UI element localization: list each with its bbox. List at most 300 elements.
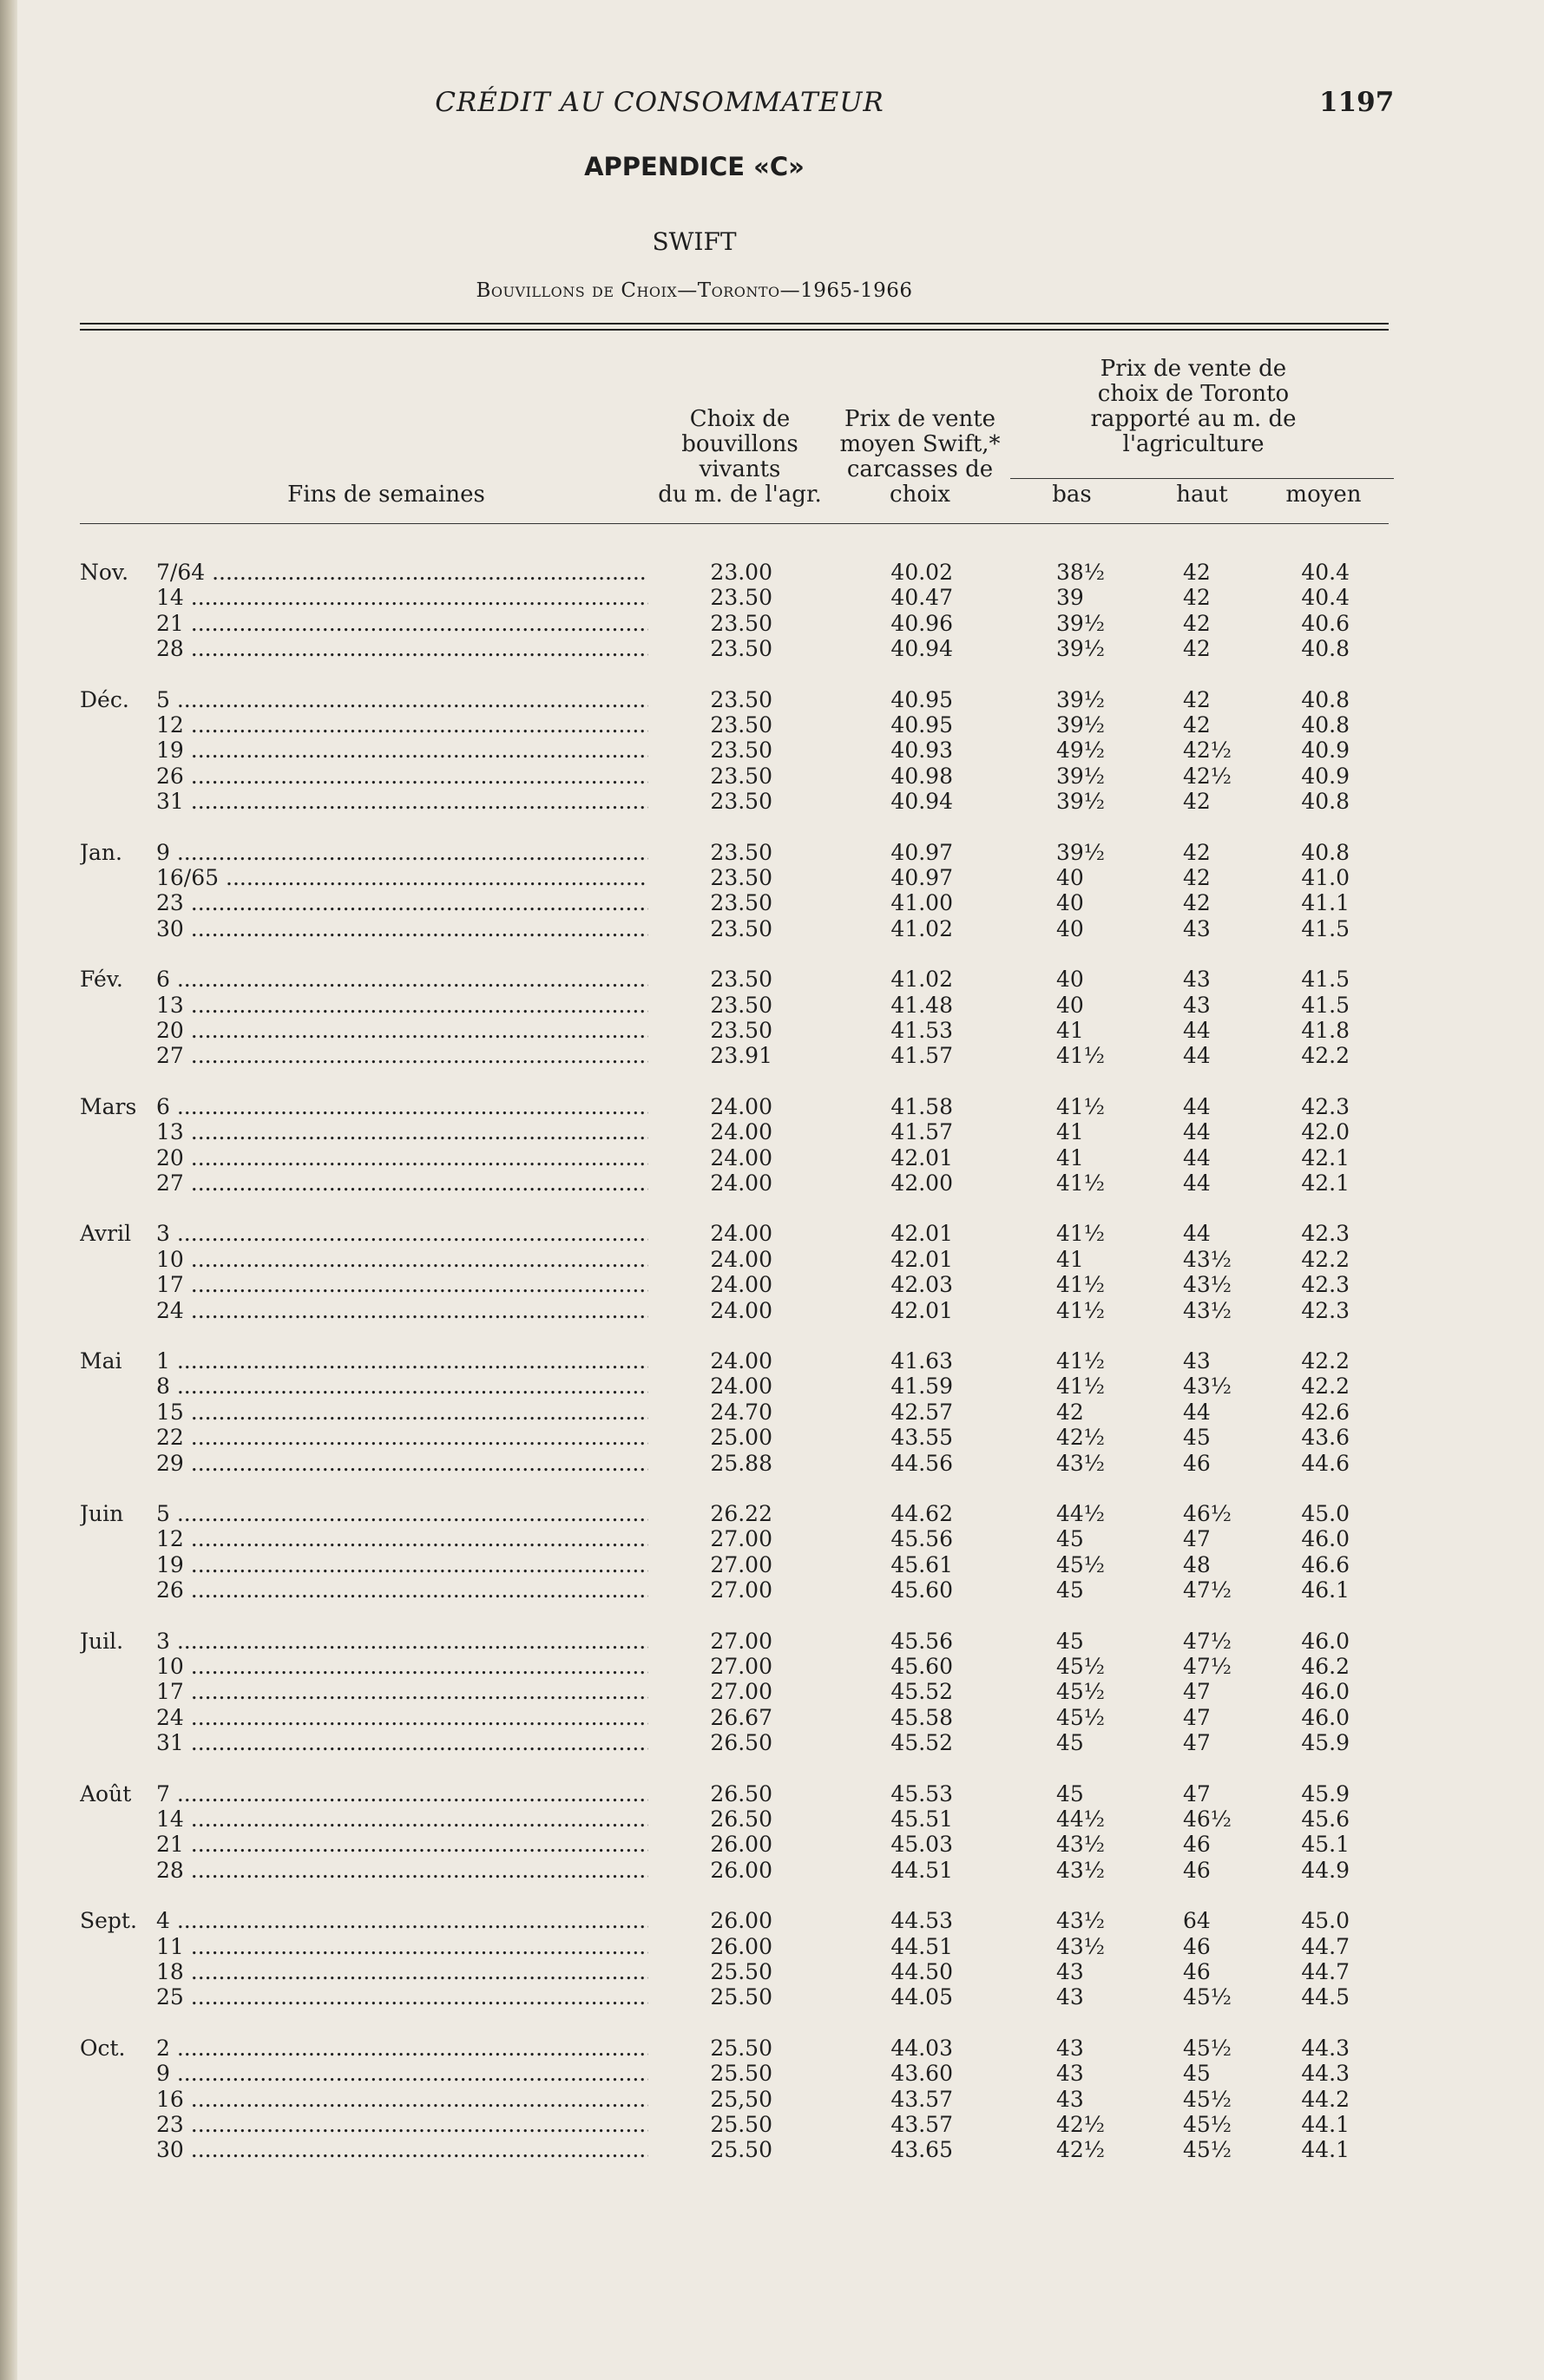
cell-toronto-haut: 43½ [1183,1246,1232,1272]
cell-toronto-bas: 45½ [1056,1704,1106,1730]
running-head [0,87,1544,130]
cell-swift-price: 45.60 [890,1654,953,1679]
cell-live-cattle: 23.50 [710,865,772,890]
cell-live-cattle: 24.00 [710,1348,772,1374]
cell-toronto-bas: 39½ [1056,686,1106,712]
row-week-label [80,2087,648,2113]
cell-toronto-haut: 47½ [1183,1654,1232,1679]
row-week-label [80,993,648,1019]
cell-toronto-moyen: 46.1 [1301,1577,1350,1603]
cell-live-cattle: 25.00 [710,1425,772,1451]
cell-toronto-bas: 41 [1056,1018,1084,1043]
row-week-label [80,1501,648,1527]
cell-swift-price: 40.02 [890,560,953,585]
cell-swift-price: 45.52 [890,1679,953,1705]
cell-toronto-bas: 42½ [1056,1425,1106,1451]
cell-live-cattle: 24.00 [710,1272,772,1298]
table-row [0,1908,1544,1934]
cell-toronto-haut: 47 [1183,1526,1211,1552]
cell-live-cattle: 24.00 [710,1246,772,1272]
cell-live-cattle: 23.50 [710,890,772,916]
row-week-label [80,1629,648,1655]
day-label: 18 [156,1959,184,1984]
cell-toronto-haut: 44 [1183,1144,1211,1170]
cell-live-cattle: 24.70 [710,1399,772,1425]
table-row [0,1934,1544,1960]
cell-toronto-haut: 47 [1183,1679,1211,1705]
table-row [0,1221,1544,1247]
cell-toronto-haut: 42 [1183,560,1211,585]
cell-toronto-moyen: 40.4 [1301,585,1350,611]
cell-live-cattle: 26.50 [710,1780,772,1806]
row-week-label [80,764,648,790]
cell-swift-price: 44.51 [890,1933,953,1959]
cell-toronto-haut: 43 [1183,915,1211,941]
table-row [0,1858,1544,1884]
table-row [0,1730,1544,1756]
header-choix-line2: bouvillons [681,431,798,457]
cell-swift-price: 41.48 [890,992,953,1018]
cell-toronto-moyen: 42.3 [1301,1093,1350,1119]
row-week-label [80,1170,648,1197]
table-row [0,1629,1544,1655]
row-week-label [80,1705,648,1731]
cell-toronto-haut: 42 [1183,865,1211,890]
row-week-label [80,789,648,815]
cell-live-cattle: 25,50 [710,2086,772,2112]
day-label: 23 [156,2112,184,2137]
cell-swift-price: 40.94 [890,636,953,662]
cell-toronto-bas: 43½ [1056,1933,1106,1959]
month-label: Déc. [80,686,129,712]
cell-toronto-haut: 45½ [1183,2035,1232,2061]
table-row [0,1094,1544,1120]
row-week-label [80,1934,648,1960]
cell-live-cattle: 23.50 [710,763,772,789]
cell-toronto-haut: 46 [1183,1832,1211,1858]
cell-toronto-haut: 43 [1183,1348,1211,1374]
cell-toronto-haut: 45½ [1183,2137,1232,2163]
cell-swift-price: 45.52 [890,1730,953,1756]
cell-toronto-bas: 45 [1056,1526,1084,1552]
row-week-label [80,1781,648,1807]
table-row [0,1526,1544,1552]
header-prix-line4: choix [890,482,950,508]
day-label: 28 [156,636,184,662]
row-week-label [80,1832,648,1858]
cell-live-cattle: 23.00 [710,560,772,585]
running-title: CRÉDIT AU CONSOMMATEUR [435,87,884,118]
day-label: 4 [156,1908,170,1934]
table-row [0,1679,1544,1705]
table-row [0,1298,1544,1324]
row-week-label [80,1298,648,1324]
row-week-label [80,1730,648,1756]
cell-toronto-bas: 43½ [1056,1450,1106,1476]
cell-toronto-bas: 43 [1056,1959,1084,1984]
table-row [0,840,1544,866]
day-label: 7/64 [156,560,206,585]
day-label: 14 [156,1806,184,1832]
table-row [0,585,1544,611]
day-label: 2 [156,2035,170,2061]
table-row [0,2137,1544,2163]
month-label: Mars [80,1093,137,1119]
row-week-label [80,1119,648,1145]
cell-toronto-bas: 45 [1056,1628,1084,1654]
row-week-label [80,1552,648,1578]
cell-live-cattle: 26.00 [710,1933,772,1959]
day-label: 3 [156,1628,170,1654]
cell-toronto-haut: 43½ [1183,1272,1232,1298]
cell-swift-price: 45.56 [890,1628,953,1654]
cell-toronto-bas: 39½ [1056,839,1106,865]
cell-live-cattle: 24.00 [710,1297,772,1323]
cell-toronto-bas: 40 [1056,992,1084,1018]
cell-toronto-haut: 45 [1183,2061,1211,2087]
cell-swift-price: 41.58 [890,1093,953,1119]
cell-live-cattle: 23.50 [710,915,772,941]
cell-live-cattle: 23.50 [710,610,772,636]
cell-live-cattle: 24.00 [710,1093,772,1119]
cell-toronto-bas: 41½ [1056,1221,1106,1247]
cell-toronto-bas: 42 [1056,1399,1084,1425]
cell-swift-price: 45.58 [890,1704,953,1730]
row-week-label [80,1679,648,1705]
header-bottom-rule [80,523,1389,524]
table-row [0,916,1544,942]
cell-toronto-moyen: 40.9 [1301,763,1350,789]
cell-live-cattle: 27.00 [710,1577,772,1603]
cell-toronto-moyen: 42.3 [1301,1297,1350,1323]
day-label: 15 [156,1399,184,1425]
day-label: 3 [156,1221,170,1247]
table-row [0,1043,1544,1069]
cell-live-cattle: 24.00 [710,1221,772,1247]
cell-swift-price: 41.57 [890,1119,953,1145]
cell-toronto-haut: 64 [1183,1908,1211,1934]
cell-swift-price: 41.02 [890,915,953,941]
table-row [0,1501,1544,1527]
cell-toronto-haut: 47½ [1183,1577,1232,1603]
cell-swift-price: 45.51 [890,1806,953,1832]
header-toronto-line4: l'agriculture [1122,431,1265,457]
day-label: 10 [156,1654,184,1679]
cell-swift-price: 45.61 [890,1551,953,1577]
cell-toronto-moyen: 40.8 [1301,839,1350,865]
row-week-label [80,2036,648,2062]
row-week-label [80,687,648,713]
table-row [0,1552,1544,1578]
cell-toronto-haut: 45½ [1183,2086,1232,2112]
day-label: 13 [156,992,184,1018]
cell-toronto-moyen: 45.0 [1301,1908,1350,1934]
cell-live-cattle: 27.00 [710,1679,772,1705]
cell-toronto-haut: 42½ [1183,763,1232,789]
cell-toronto-bas: 42½ [1056,2112,1106,2137]
cell-swift-price: 41.02 [890,967,953,993]
month-label: Août [80,1780,132,1806]
cell-toronto-bas: 38½ [1056,560,1106,585]
cell-swift-price: 40.94 [890,789,953,815]
day-label: 30 [156,2137,184,2163]
cell-live-cattle: 24.00 [710,1170,772,1196]
table-row [0,1705,1544,1731]
cell-toronto-moyen: 42.2 [1301,1246,1350,1272]
cell-swift-price: 44.62 [890,1501,953,1526]
cell-toronto-moyen: 41.8 [1301,1018,1350,1043]
day-label: 9 [156,839,170,865]
row-week-label [80,1425,648,1451]
cell-swift-price: 40.93 [890,738,953,764]
header-toronto-line2: choix de Toronto [1097,381,1290,407]
cell-live-cattle: 26.00 [710,1832,772,1858]
cell-toronto-moyen: 42.2 [1301,1348,1350,1374]
row-week-label [80,2061,648,2087]
cell-live-cattle: 25.50 [710,2035,772,2061]
cell-toronto-moyen: 45.1 [1301,1832,1350,1858]
cell-swift-price: 42.01 [890,1297,953,1323]
month-label: Mai [80,1348,122,1374]
section-title: SWIFT [652,227,737,256]
cell-toronto-bas: 43 [1056,2035,1084,2061]
row-week-label [80,1806,648,1833]
cell-toronto-bas: 40 [1056,890,1084,916]
cell-toronto-moyen: 41.1 [1301,890,1350,916]
cell-swift-price: 42.01 [890,1144,953,1170]
table-row [0,890,1544,916]
day-label: 19 [156,1551,184,1577]
cell-swift-price: 44.53 [890,1908,953,1934]
cell-toronto-bas: 39½ [1056,636,1106,662]
row-week-label [80,840,648,866]
cell-toronto-bas: 41 [1056,1246,1084,1272]
day-label: 21 [156,610,184,636]
cell-toronto-bas: 43½ [1056,1908,1106,1934]
cell-live-cattle: 27.00 [710,1526,772,1552]
cell-toronto-haut: 44 [1183,1093,1211,1119]
cell-live-cattle: 23.50 [710,967,772,993]
cell-toronto-moyen: 44.7 [1301,1933,1350,1959]
row-week-label [80,1272,648,1298]
cell-swift-price: 44.50 [890,1959,953,1984]
cell-toronto-haut: 45½ [1183,2112,1232,2137]
table-row [0,1451,1544,1477]
day-label: 5 [156,1501,170,1526]
cell-live-cattle: 24.00 [710,1144,772,1170]
table-row [0,865,1544,891]
table-row [0,1781,1544,1807]
cell-swift-price: 40.47 [890,585,953,611]
cell-swift-price: 45.56 [890,1526,953,1552]
table-row [0,560,1544,586]
cell-toronto-bas: 42½ [1056,2137,1106,2163]
cell-live-cattle: 26.22 [710,1501,772,1526]
cell-toronto-moyen: 40.8 [1301,686,1350,712]
cell-toronto-bas: 41½ [1056,1093,1106,1119]
cell-toronto-haut: 44 [1183,1221,1211,1247]
cell-swift-price: 43.65 [890,2137,953,2163]
cell-toronto-haut: 46½ [1183,1501,1232,1526]
cell-toronto-haut: 46 [1183,1933,1211,1959]
cell-live-cattle: 24.00 [710,1119,772,1145]
day-label: 5 [156,686,170,712]
cell-swift-price: 41.53 [890,1018,953,1043]
cell-toronto-haut: 46 [1183,1857,1211,1883]
day-label: 24 [156,1704,184,1730]
day-label: 19 [156,738,184,764]
cell-toronto-moyen: 42.2 [1301,1374,1350,1400]
day-label: 31 [156,789,184,815]
row-week-label [80,1221,648,1247]
cell-toronto-bas: 45 [1056,1730,1084,1756]
cell-toronto-bas: 41½ [1056,1297,1106,1323]
day-label: 31 [156,1730,184,1756]
cell-toronto-bas: 41 [1056,1119,1084,1145]
cell-toronto-haut: 44 [1183,1399,1211,1425]
row-week-label [80,890,648,916]
cell-live-cattle: 25.88 [710,1450,772,1476]
table-row [0,611,1544,637]
row-week-label [80,1526,648,1552]
row-week-label [80,865,648,891]
cell-toronto-haut: 44 [1183,1018,1211,1043]
cell-live-cattle: 23.50 [710,712,772,738]
cell-toronto-moyen: 41.5 [1301,915,1350,941]
cell-swift-price: 44.03 [890,2035,953,2061]
table-row [0,1400,1544,1426]
header-choix-line1: Choix de [689,406,791,432]
table-row [0,1272,1544,1298]
cell-toronto-bas: 41½ [1056,1272,1106,1298]
cell-toronto-bas: 45½ [1056,1551,1106,1577]
cell-toronto-haut: 43 [1183,967,1211,993]
cell-toronto-haut: 42 [1183,712,1211,738]
cell-swift-price: 41.00 [890,890,953,916]
cell-toronto-haut: 46½ [1183,1806,1232,1832]
day-label: 12 [156,1526,184,1552]
cell-toronto-haut: 45½ [1183,1984,1232,2010]
cell-toronto-bas: 43 [1056,2086,1084,2112]
cell-toronto-bas: 44½ [1056,1806,1106,1832]
cell-swift-price: 45.03 [890,1832,953,1858]
cell-live-cattle: 23.50 [710,1018,772,1043]
day-label: 6 [156,1093,170,1119]
row-week-label [80,1908,648,1934]
cell-toronto-moyen: 44.5 [1301,1984,1350,2010]
day-label: 12 [156,712,184,738]
cell-toronto-bas: 45½ [1056,1679,1106,1705]
cell-live-cattle: 25.50 [710,1984,772,2010]
row-week-label [80,967,648,993]
cell-live-cattle: 24.00 [710,1374,772,1400]
cell-toronto-moyen: 41.5 [1301,967,1350,993]
table-row [0,1374,1544,1400]
cell-toronto-moyen: 42.6 [1301,1399,1350,1425]
cell-toronto-moyen: 40.8 [1301,636,1350,662]
cell-swift-price: 42.03 [890,1272,953,1298]
day-label: 10 [156,1246,184,1272]
cell-live-cattle: 26.67 [710,1704,772,1730]
day-label: 16/65 [156,865,220,890]
cell-toronto-bas: 43 [1056,1984,1084,2010]
cell-toronto-bas: 40 [1056,865,1084,890]
cell-toronto-bas: 39 [1056,585,1084,611]
row-week-label [80,1043,648,1069]
day-label: 24 [156,1297,184,1323]
cell-swift-price: 42.01 [890,1221,953,1247]
cell-toronto-haut: 43½ [1183,1297,1232,1323]
table-top-rule-second [80,329,1389,331]
month-label: Sept. [80,1908,137,1934]
cell-swift-price: 44.56 [890,1450,953,1476]
month-label: Fév. [80,967,123,993]
cell-toronto-haut: 42 [1183,890,1211,916]
day-label: 26 [156,763,184,789]
month-label: Oct. [80,2035,126,2061]
cell-toronto-moyen: 45.0 [1301,1501,1350,1526]
cell-swift-price: 40.95 [890,686,953,712]
table-title: Bouvillons de Choix—Toronto—1965-1966 [476,279,913,302]
table-row [0,1170,1544,1197]
day-label: 11 [156,1933,184,1959]
day-label: 17 [156,1272,184,1298]
cell-toronto-moyen: 42.0 [1301,1119,1350,1145]
day-label: 25 [156,1984,184,2010]
header-fins-de-semaines: Fins de semaines [287,482,485,508]
cell-live-cattle: 26.00 [710,1908,772,1934]
row-week-label [80,1094,648,1120]
cell-toronto-moyen: 44.6 [1301,1450,1350,1476]
row-week-label [80,1400,648,1426]
cell-toronto-moyen: 44.2 [1301,2086,1350,2112]
header-choix-line3: vivants [699,456,781,482]
cell-swift-price: 41.59 [890,1374,953,1400]
cell-toronto-moyen: 42.1 [1301,1170,1350,1196]
cell-toronto-moyen: 43.6 [1301,1425,1350,1451]
cell-toronto-moyen: 41.5 [1301,992,1350,1018]
table-row [0,2036,1544,2062]
table-row [0,1145,1544,1171]
table-top-rule [80,323,1389,325]
cell-toronto-haut: 44 [1183,1170,1211,1196]
row-week-label [80,1984,648,2010]
row-week-label [80,585,648,611]
cell-live-cattle: 23.50 [710,992,772,1018]
cell-live-cattle: 23.50 [710,789,772,815]
cell-swift-price: 40.97 [890,865,953,890]
month-label: Avril [80,1221,132,1247]
cell-toronto-bas: 41½ [1056,1170,1106,1196]
row-week-label [80,1247,648,1273]
cell-swift-price: 40.97 [890,839,953,865]
row-week-label [80,1374,648,1400]
table-row [0,1654,1544,1680]
cell-toronto-moyen: 44.3 [1301,2035,1350,2061]
cell-live-cattle: 25.50 [710,2112,772,2137]
cell-toronto-haut: 46 [1183,1450,1211,1476]
cell-toronto-moyen: 44.7 [1301,1959,1350,1984]
cell-live-cattle: 23.50 [710,686,772,712]
row-week-label [80,1654,648,1680]
table-row [0,2112,1544,2138]
cell-toronto-moyen: 46.0 [1301,1526,1350,1552]
cell-toronto-bas: 45½ [1056,1654,1106,1679]
cell-live-cattle: 23.50 [710,839,772,865]
table-row [0,636,1544,662]
row-week-label [80,1959,648,1985]
cell-swift-price: 43.57 [890,2086,953,2112]
